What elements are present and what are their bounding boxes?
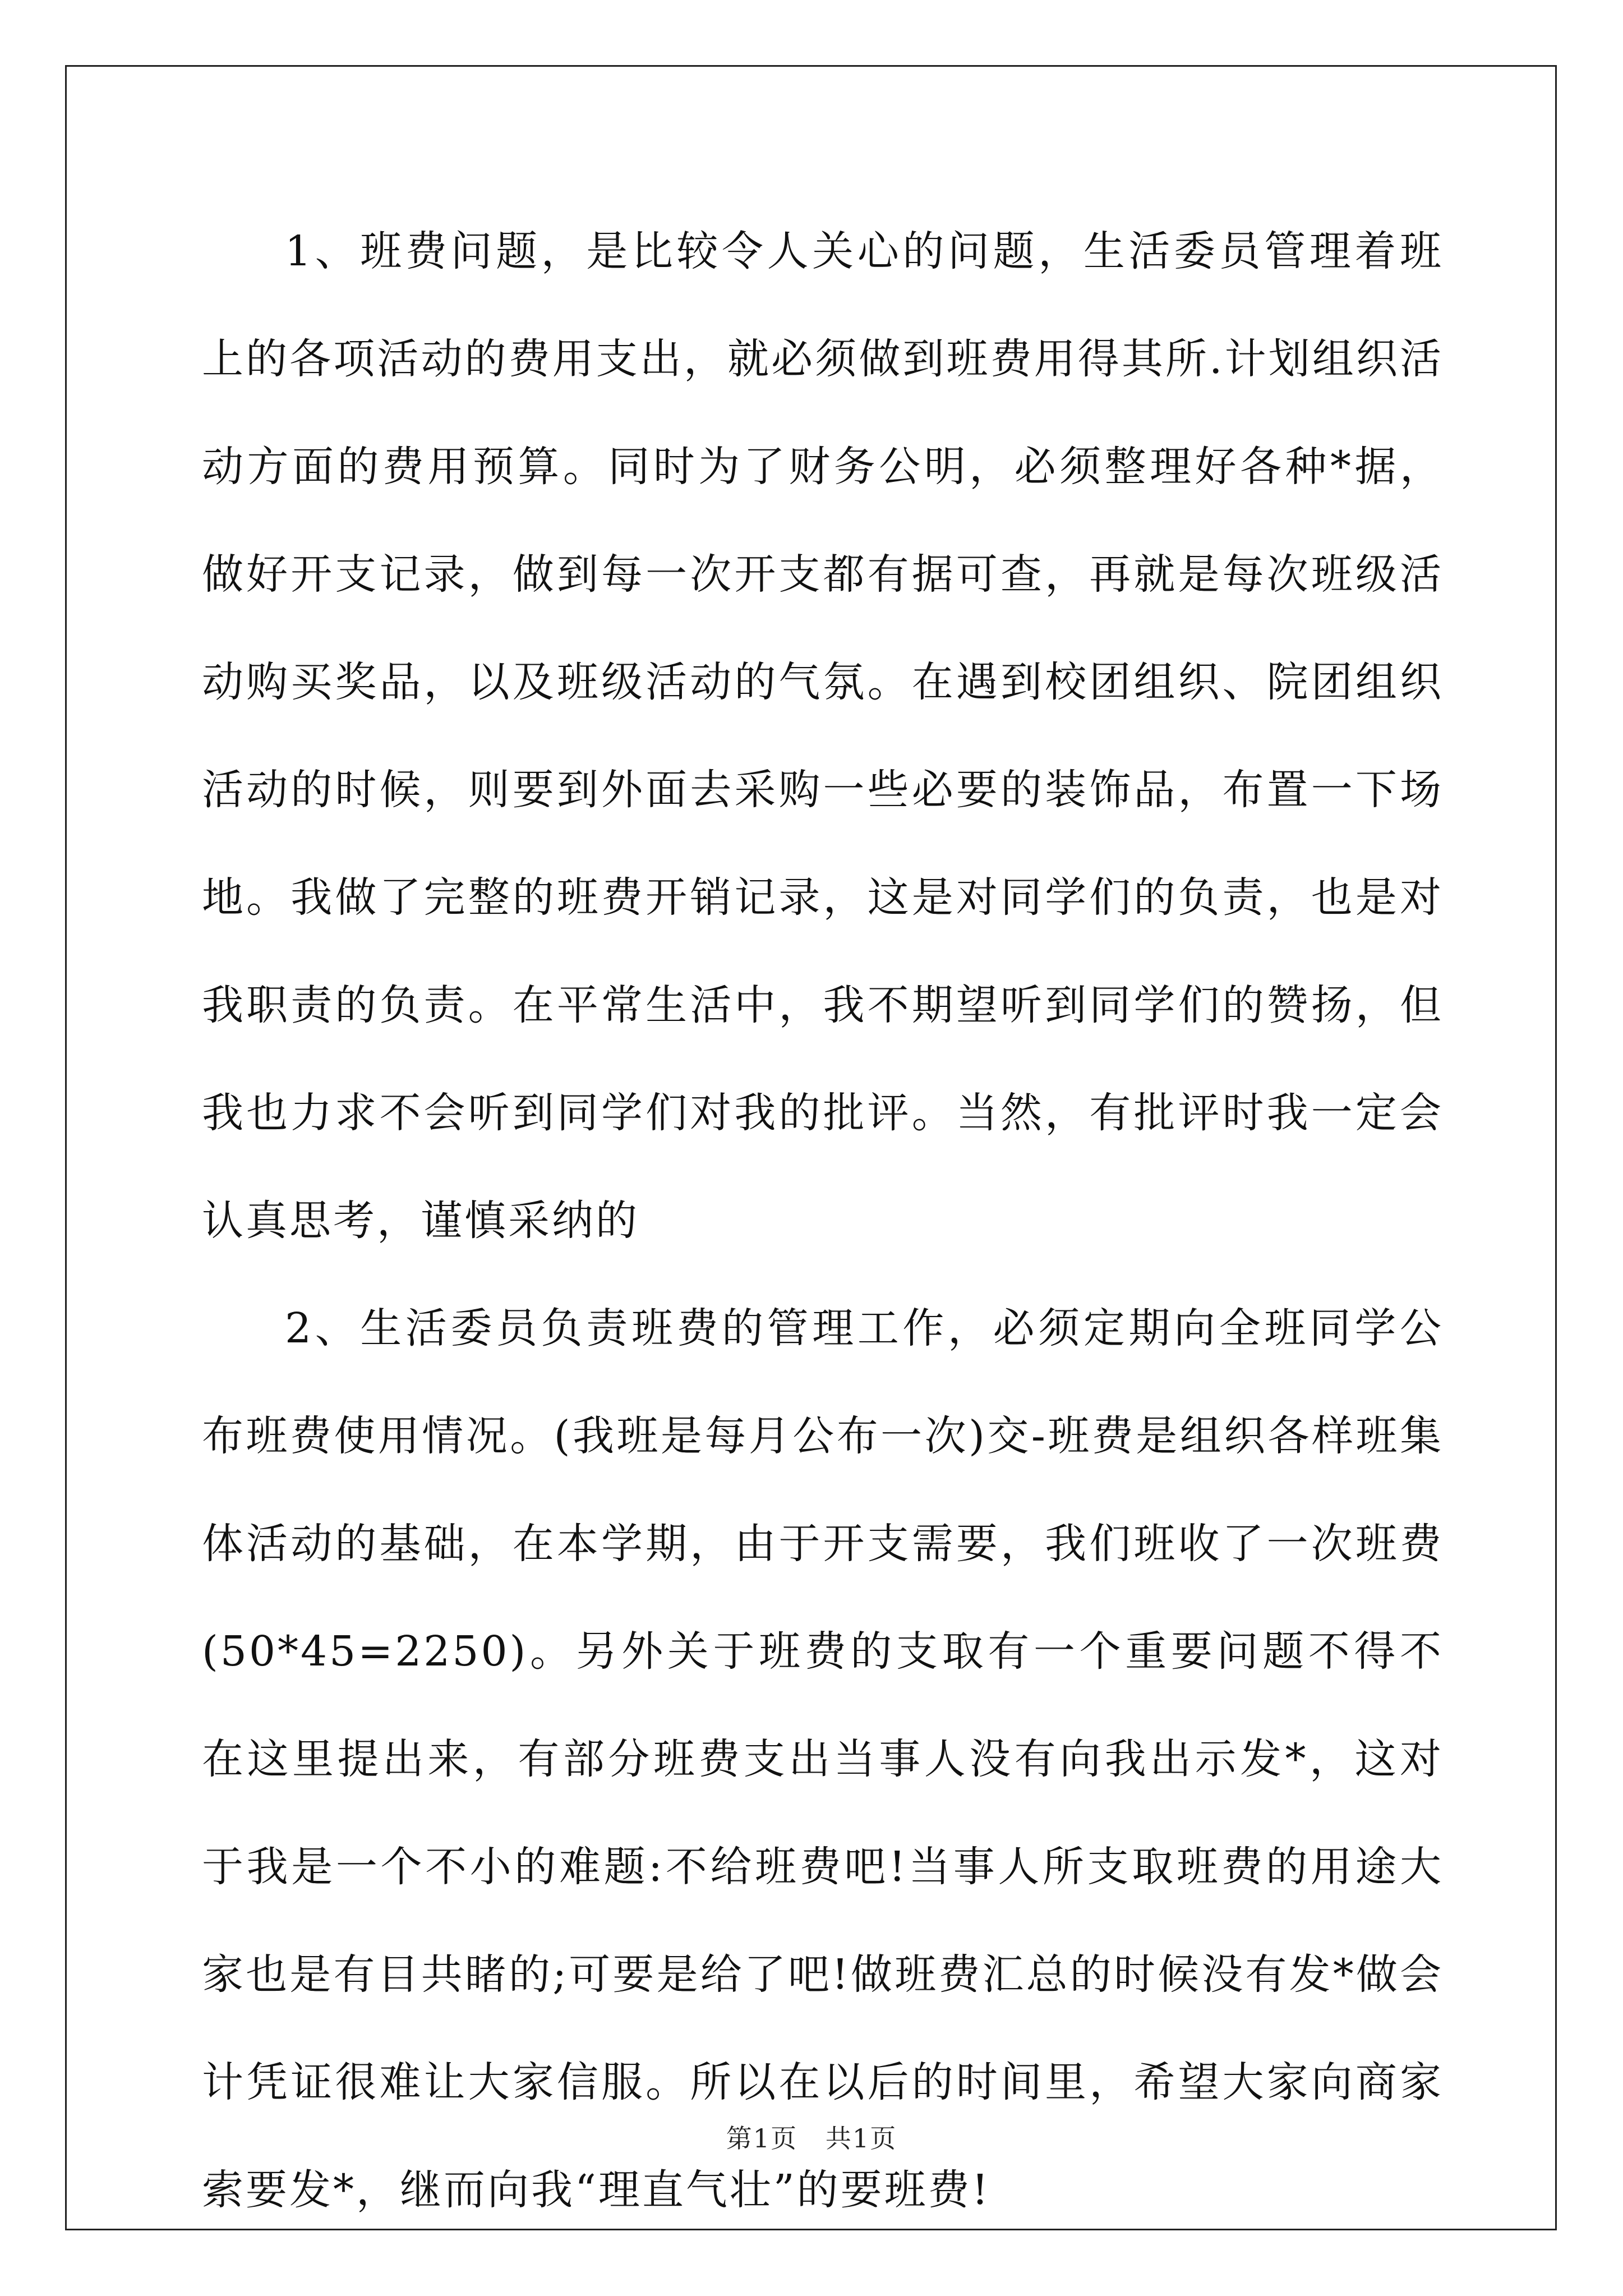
document-body <box>202 197 1444 2244</box>
page-footer: 第1页 共1页 <box>726 2123 897 2154</box>
paragraph-1: 1、班费问题，是比较令人关心的问题，生活委员管理着班上的各项活动的费用支出，就必须做到班费用得其所.计划组织活动方面的费用预算。同时为了财务公明，必须整理好各种*据，做好开支记录，做到每一次开支都有据可查，再就是每次班级活动购买奖品，以及班级活动的气氛。在遇到校团组织、院团组织活动的时候，则要到外面去采购一些必要的装饰品，布置一下场地。我做了完整的班费开销记录，这是对同学们的负责，也是对我职责的负责。在平常生活中，我不期望听到同学们的赞扬，但我也力求不会听到同学们对我的批评。当然，有批评时我一定会认真思考，谨慎采纳的 <box>202 227 1444 1245</box>
paragraph-2: 2、生活委员负责班费的管理工作，必须定期向全班同学公布班费使用情况。(我班是每月公布一次)交-班费是组织各样班集体活动的基础，在本学期，由于开支需要，我们班收了一次班费(50*45=2250)。另外关于班费的支取有一个重要问题不得不在这里提出来，有部分班费支出当事人没有向我出示发*，这对于我是一个不小的难题:不给班费吧!当事人所支取班费的用途大家也是有目共睹的;可要是给了吧!做班费汇总的时候没有发*做会计凭证很难让大家信服。所以在以后的时间里，希望大家向商家索要发*，继而向我“理直气壮”的要班费! <box>202 1304 1444 2214</box>
